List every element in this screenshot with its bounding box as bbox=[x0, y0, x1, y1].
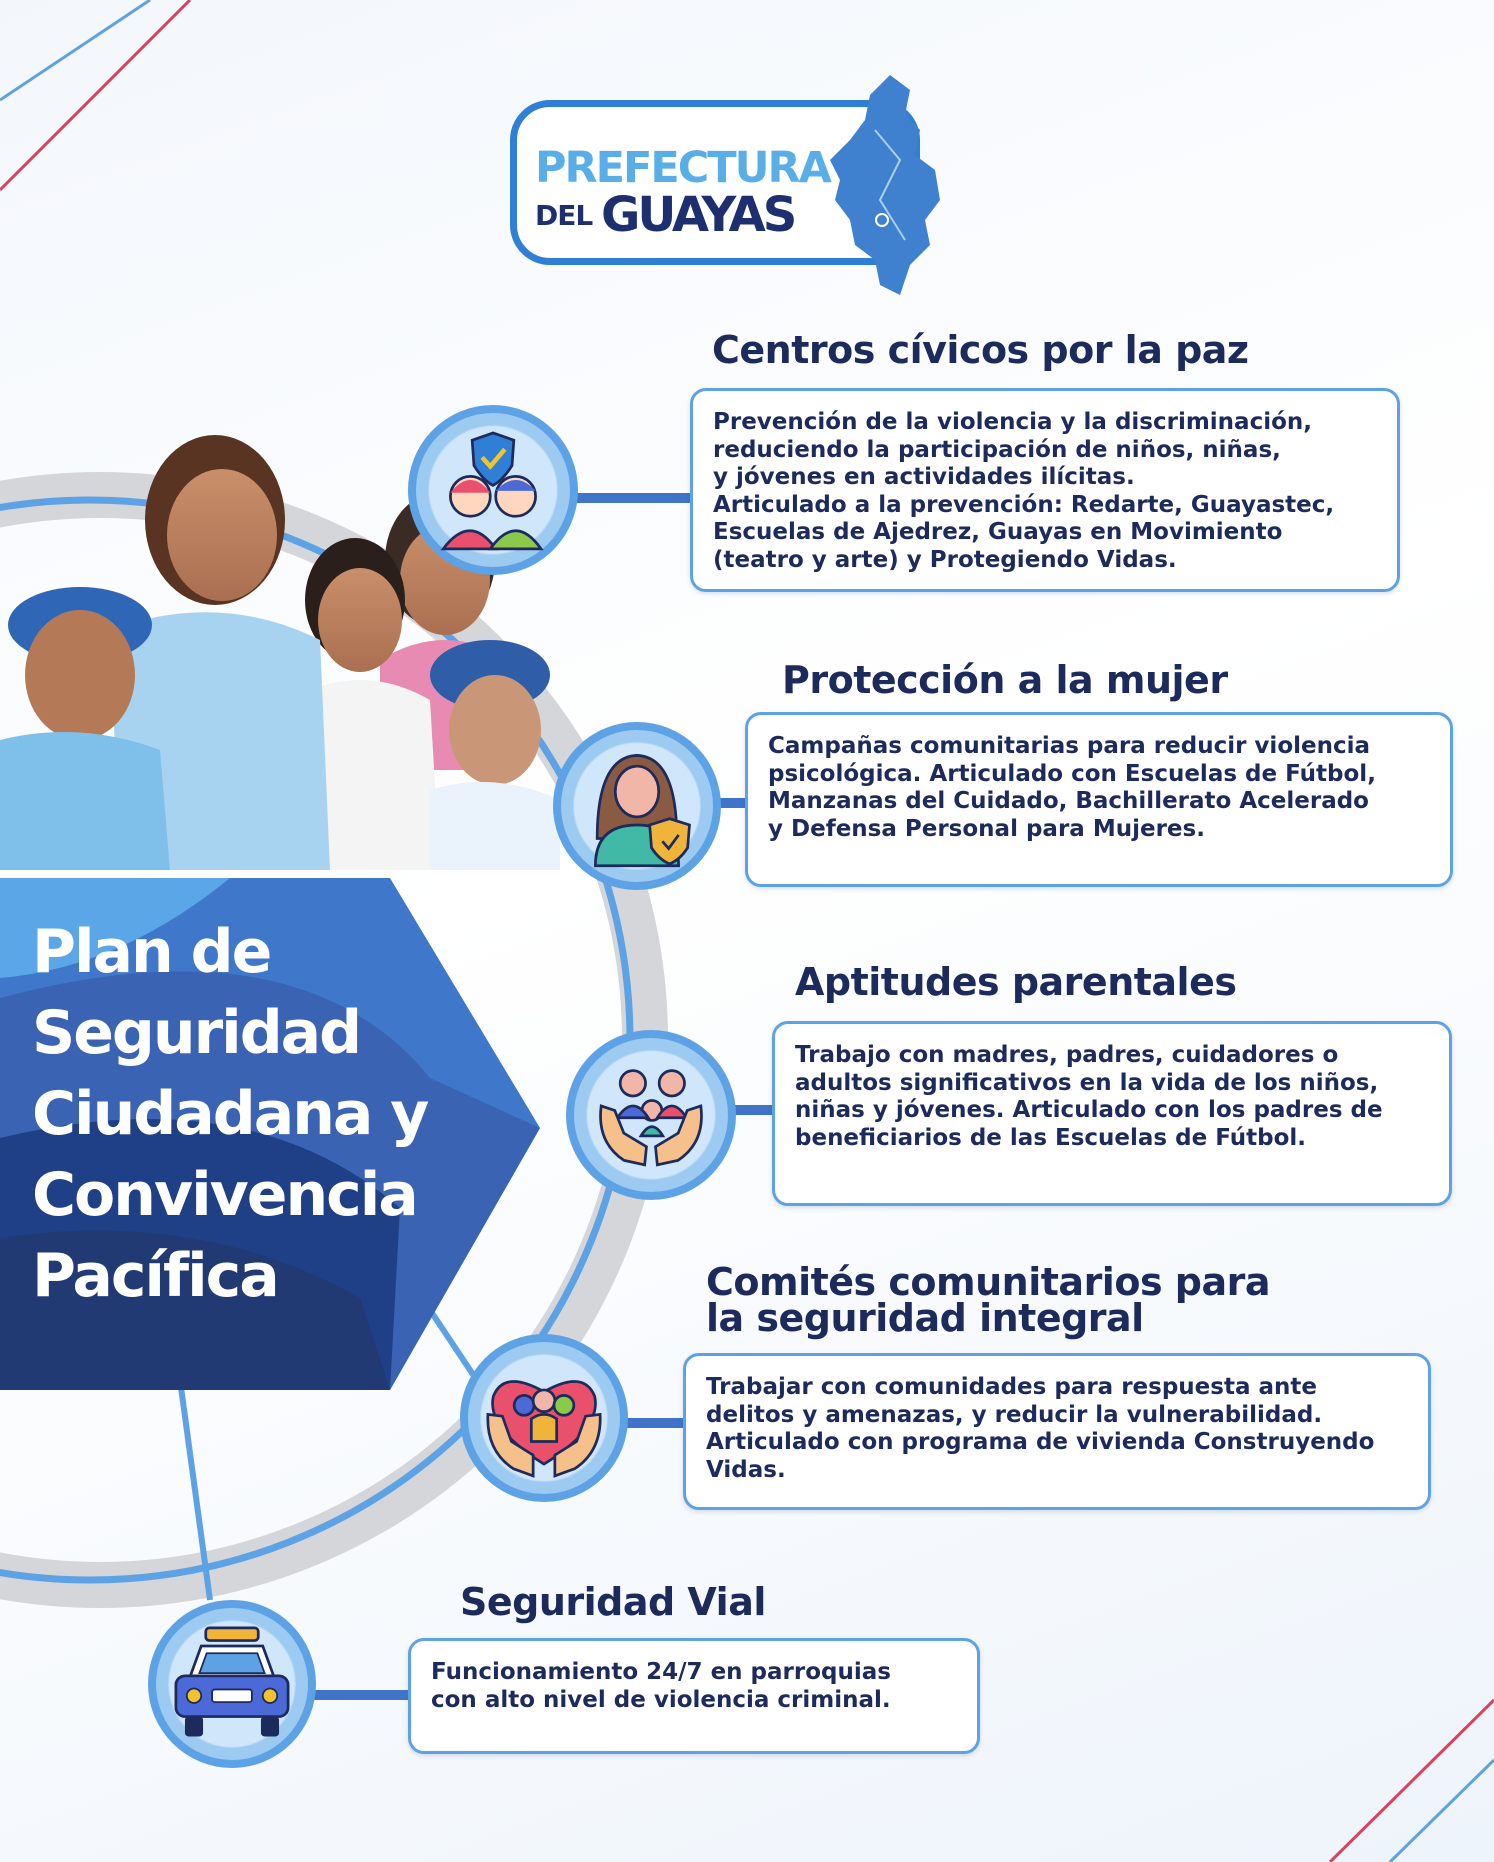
section-title-centros-civicos: Centros cívicos por la paz bbox=[712, 328, 1249, 372]
corner-stripe-red bbox=[0, 0, 190, 190]
children-shield-icon bbox=[408, 405, 578, 575]
corner-stripe-blue bbox=[0, 0, 150, 100]
section-title-line: la seguridad integral bbox=[706, 1296, 1144, 1340]
connector-1 bbox=[560, 493, 695, 503]
section-text: Trabajo con madres, padres, cuidadores o adultos significativos en la vida de los niños, niñas y jóvenes. Articulado con los padres de beneficiarios de las Escuelas de Fútbol. bbox=[795, 1042, 1383, 1151]
section-title-proteccion-mujer: Protección a la mujer bbox=[782, 658, 1228, 702]
woman-shield-icon bbox=[553, 722, 721, 890]
section-title-line: Comités comunitarios para bbox=[706, 1260, 1271, 1304]
connector-5 bbox=[300, 1690, 412, 1700]
family-hands-icon bbox=[566, 1030, 736, 1200]
section-box-centros-civicos bbox=[690, 388, 1400, 592]
section-box-aptitudes-parentales bbox=[772, 1021, 1452, 1206]
corner-stripe-blue-bottom bbox=[1390, 1760, 1494, 1862]
section-title-seguridad-vial: Seguridad Vial bbox=[460, 1580, 766, 1624]
logo-prefectura-text: PREFECTURA bbox=[535, 143, 830, 193]
main-title-line: Convivencia bbox=[32, 1160, 417, 1230]
community-heart-hands-icon bbox=[460, 1334, 628, 1502]
section-box-comites-comunitarios bbox=[683, 1353, 1431, 1510]
logo-guayas-text: GUAYAS bbox=[601, 187, 795, 243]
logo-del-text: DEL bbox=[535, 199, 593, 232]
section-text: Trabajar con comunidades para respuesta ante delitos y amenazas, y reducir la vulnerabilidad. Articulado con programa de vivienda Construyendo Vidas. bbox=[706, 1374, 1375, 1483]
main-title-line: Pacífica bbox=[32, 1241, 278, 1311]
main-title bbox=[32, 912, 552, 1317]
section-box-proteccion-mujer bbox=[745, 712, 1453, 887]
section-text: Prevención de la violencia y la discriminación, reduciendo la participación de niños, niñas, y jóvenes en actividades ilícitas. Articulado a la prevención: Redarte, Guayastec, Escuelas de Ajedrez, Guayas en Movimiento (teatro y arte) y Protegiendo Vidas. bbox=[713, 409, 1335, 573]
main-title-line: Plan de bbox=[32, 917, 271, 987]
main-title-line: Ciudadana y bbox=[32, 1079, 428, 1149]
section-title-aptitudes-parentales: Aptitudes parentales bbox=[795, 960, 1237, 1004]
section-text: Funcionamiento 24/7 en parroquias con alto nivel de violencia criminal. bbox=[431, 1659, 891, 1713]
police-car-icon bbox=[148, 1600, 316, 1768]
corner-stripe-red-bottom bbox=[1330, 1700, 1494, 1862]
main-title-line: Seguridad bbox=[32, 998, 361, 1068]
section-text: Campañas comunitarias para reducir violencia psicológica. Articulado con Escuelas de Fútbol, Manzanas del Cuidado, Bachillerato Acelerado y Defensa Personal para Mujeres. bbox=[768, 733, 1376, 842]
section-box-seguridad-vial bbox=[408, 1638, 980, 1754]
guayas-map-icon bbox=[820, 70, 960, 300]
section-title-comites-comunitarios bbox=[706, 1262, 1270, 1338]
